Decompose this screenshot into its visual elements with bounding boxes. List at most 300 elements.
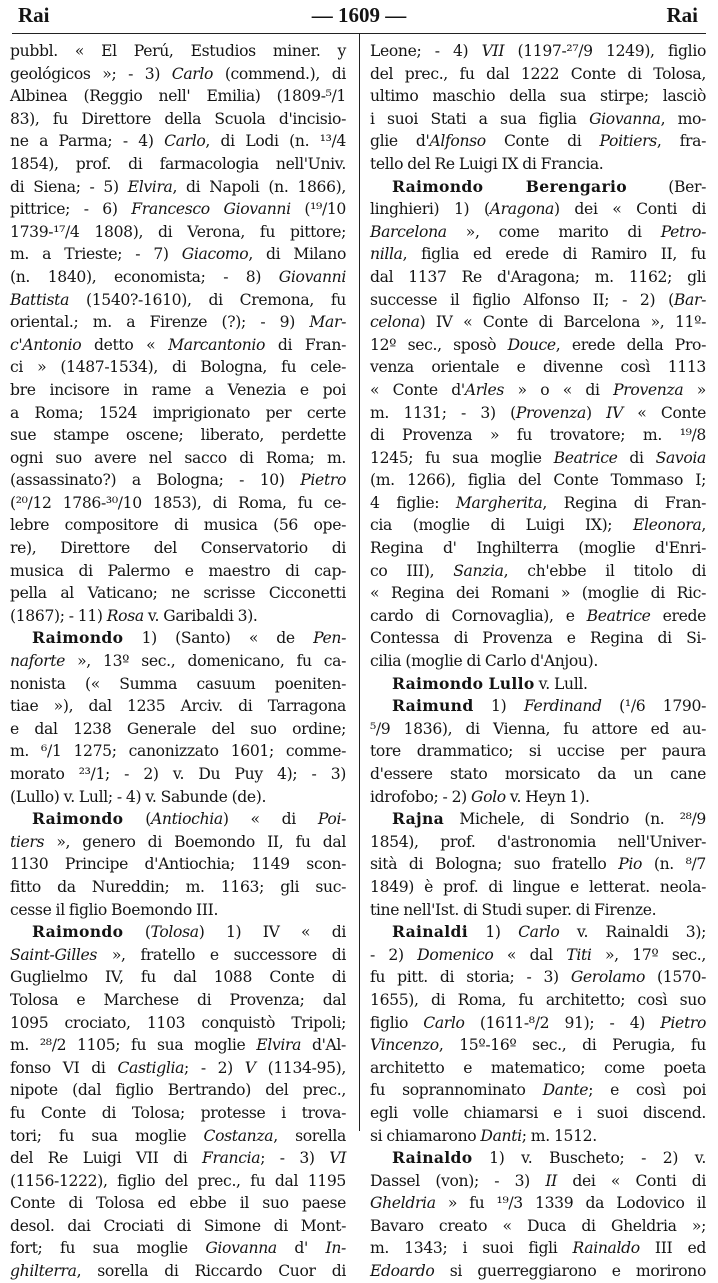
- text-run: ; m. 1512.: [521, 1126, 597, 1145]
- text-run: (Ber-: [626, 177, 706, 196]
- italic-text: Beatrice: [553, 448, 618, 467]
- text-run: (Lullo) v. Lull; - 4) v. Sabunde (de).: [10, 787, 267, 806]
- italic-text: Giacomo: [181, 245, 249, 264]
- text-run: Dassel (von); - 3): [370, 1171, 546, 1190]
- text-run: 1655), di Roma, fu architetto; così suo: [370, 990, 706, 1009]
- text-run: ,: [701, 516, 706, 535]
- text-run: « Regina dei Romani » (moglie di Ric-: [370, 584, 706, 603]
- text-run: ne a Parma; - 4): [10, 132, 165, 151]
- text-line: [10, 289, 346, 312]
- italic-text: Titi: [566, 945, 592, 964]
- text-run: Leone; - 4): [370, 42, 482, 60]
- text-line: [10, 876, 346, 899]
- text-run: sue stampe oscene; liberato, perdette: [10, 426, 346, 445]
- text-line: [10, 1034, 346, 1057]
- text-line: [370, 514, 706, 537]
- text-run: architetto e matematico; come poeta: [370, 1058, 706, 1077]
- text-line: [370, 108, 706, 131]
- text-run: cesse il figlio Boemondo III.: [10, 900, 219, 919]
- italic-text: Gheldria: [370, 1194, 436, 1213]
- italic-text: ghilterra: [10, 1262, 77, 1281]
- text-run: , di Napoli (n. 1866),: [172, 177, 346, 196]
- text-run: nipote (dal figlio Bertrando) del prec.,: [10, 1081, 346, 1100]
- text-line: [370, 808, 706, 831]
- text-run: »: [683, 380, 706, 399]
- text-line: [10, 1079, 346, 1102]
- text-line: [370, 1079, 706, 1102]
- text-run: 1095 crociato, 1103 conquistò Tripoli;: [10, 1013, 346, 1032]
- italic-text: c'Antonio: [10, 335, 82, 354]
- text-run: desol. dai Crociati di Simone di Mont-: [10, 1216, 346, 1235]
- text-line: [10, 1102, 346, 1125]
- text-run: pubbl. « El Perú, Estudios miner. y: [10, 42, 346, 60]
- italic-text: nilla: [370, 245, 403, 264]
- text-run: (1540?-1610), di Cremona, fu: [69, 290, 346, 309]
- text-run: » fu ¹⁹/3 1339 da Lodovico il: [435, 1194, 706, 1213]
- italic-text: IV: [606, 403, 623, 422]
- text-run: , fra-: [656, 132, 706, 151]
- italic-text: Mar-: [309, 313, 346, 332]
- text-run: detto «: [81, 335, 169, 354]
- text-run: d'Al-: [301, 1036, 346, 1055]
- italic-text: Vincenzo: [370, 1036, 439, 1055]
- text-line: [370, 673, 706, 696]
- text-run: i suoi Stati a sua figlia: [370, 109, 590, 128]
- text-line: [10, 740, 346, 763]
- italic-text: Pio: [618, 855, 643, 874]
- text-line: [370, 582, 706, 605]
- italic-text: Elvira: [127, 177, 173, 196]
- text-run: Conte di: [485, 132, 600, 151]
- italic-text: V: [244, 1058, 256, 1077]
- text-line: [10, 944, 346, 967]
- text-run: (¹/6 1790-: [601, 697, 706, 716]
- text-line: [370, 379, 706, 402]
- italic-text: Edoardo: [370, 1262, 435, 1281]
- text-run: , di Milano: [248, 245, 346, 264]
- italic-text: Aragona: [489, 200, 554, 219]
- text-run: musica di Palermo e maestro di cap-: [10, 561, 346, 580]
- text-line: [370, 1260, 706, 1283]
- text-line: [10, 650, 346, 673]
- italic-text: Provenza: [515, 403, 586, 422]
- italic-text: Rainaldo: [572, 1239, 640, 1258]
- text-run: 1739-¹⁷/4 1808), di Verona, fu pittore;: [10, 222, 346, 241]
- text-line: [370, 176, 706, 199]
- text-run: (1867); - 11): [10, 606, 107, 625]
- italic-text: Costanza: [203, 1126, 274, 1145]
- text-line: [10, 334, 346, 357]
- text-run: 1) v. Buscheto; - 2) v.: [472, 1149, 706, 1168]
- text-run: erede: [650, 606, 706, 625]
- text-line: [370, 853, 706, 876]
- italic-text: Sanzia: [453, 561, 504, 580]
- text-run: ; - 3): [260, 1149, 330, 1168]
- text-line: [370, 63, 706, 86]
- text-run: geológicos »; - 3): [10, 64, 172, 83]
- text-line: [10, 1237, 346, 1260]
- entry-headword: Rainaldi: [392, 922, 468, 942]
- text-run: d'essere stato morsicato da un cane: [370, 765, 706, 783]
- text-run: (commend.), di: [213, 64, 346, 83]
- text-run: », come marito di: [446, 222, 661, 241]
- text-line: [10, 63, 346, 86]
- text-line: [10, 966, 346, 989]
- italic-text: Tolosa: [150, 923, 199, 942]
- italic-text: Beatrice: [586, 606, 651, 625]
- text-line: [370, 492, 706, 515]
- text-run: Bavaro creato « Duca di Gheldria »;: [370, 1216, 706, 1235]
- text-run: cilia (moglie di Carlo d'Anjou).: [370, 652, 598, 671]
- text-line: [10, 718, 346, 741]
- text-run: », 13º sec., domenicano, fu ca-: [65, 652, 346, 671]
- text-run: cia (moglie di Luigi IX);: [370, 516, 634, 535]
- text-line: [10, 447, 346, 470]
- italic-text: Giovanna: [589, 109, 661, 128]
- italic-text: Dante: [542, 1081, 589, 1100]
- text-run: (n. ⁸/7: [642, 855, 707, 874]
- text-line: [10, 673, 346, 696]
- text-run: « dal: [493, 945, 567, 964]
- text-run: ): [585, 403, 607, 422]
- text-run: ) « di: [222, 810, 318, 829]
- text-run: (m. 1266), figlia del Conte Tommaso I;: [370, 471, 706, 490]
- italic-text: Francesco Giovanni: [131, 200, 291, 219]
- text-run: del Re Luigi VII di: [10, 1149, 203, 1168]
- italic-text: Poitiers: [599, 132, 657, 151]
- text-run: (1197-²⁷/9 1249), figlio: [504, 42, 706, 60]
- text-line: [10, 198, 346, 221]
- text-run: (: [123, 810, 151, 829]
- text-run: 1): [473, 697, 524, 716]
- text-run: v. Garibaldi 3).: [143, 606, 258, 625]
- italic-text: Giovanna: [205, 1239, 277, 1258]
- text-run: ; e così poi: [588, 1081, 706, 1100]
- text-run: m. a Trieste; - 7): [10, 245, 182, 264]
- entry-headword: Raimondo: [32, 809, 124, 829]
- entry-headword: Raimondo Lullo: [392, 673, 535, 693]
- text-run: m. ²⁸/2 1105; fu sua moglie: [10, 1036, 257, 1055]
- entry-headword: Rainaldo: [392, 1148, 473, 1168]
- italic-text: Castiglia: [117, 1058, 185, 1077]
- text-run: ) 1) IV « di: [198, 923, 346, 942]
- text-run: 1854), prof. di farmacologia nell'Univ.: [10, 154, 346, 173]
- italic-text: Poi-: [317, 810, 346, 829]
- text-line: [10, 1170, 346, 1193]
- text-run: v. Heyn 1).: [505, 787, 590, 806]
- column-separator: [359, 34, 360, 1131]
- text-line: [10, 763, 346, 786]
- italic-text: Rosa: [106, 606, 144, 625]
- text-run: (assassinato?) a Bologna; - 10): [10, 471, 301, 490]
- text-run: III ed: [639, 1239, 706, 1258]
- text-line: [370, 1170, 706, 1193]
- text-run: Regina d' Inghilterra (moglie d'Enri-: [370, 539, 706, 558]
- italic-text: Danti: [480, 1126, 522, 1145]
- entry-headword: Raimund: [392, 696, 474, 716]
- text-run: fort; fu sua moglie: [10, 1239, 206, 1258]
- text-run: di Fran-: [265, 335, 346, 354]
- text-line: [10, 356, 346, 379]
- text-run: nonista (« Summa casuum poeniten-: [10, 674, 346, 693]
- text-line: [370, 1147, 706, 1170]
- text-line: [370, 966, 706, 989]
- text-line: [10, 605, 346, 628]
- text-line: [10, 853, 346, 876]
- text-run: fonso VI di: [10, 1058, 118, 1077]
- italic-text: Golo: [471, 787, 506, 806]
- page-number: — 1609 —: [311, 3, 407, 27]
- text-run: , mo-: [660, 109, 707, 128]
- text-line: [370, 266, 706, 289]
- text-line: [10, 1125, 346, 1148]
- text-line: [370, 1034, 706, 1057]
- text-run: 1245; fu sua moglie: [370, 448, 554, 467]
- italic-text: Ferdinand: [523, 697, 602, 716]
- text-line: [10, 695, 346, 718]
- text-run: morato ²³/1; - 2) v. Du Puy 4); - 3): [10, 765, 346, 783]
- text-line: [370, 243, 706, 266]
- text-line: [370, 289, 706, 312]
- text-run: fu soprannominato: [370, 1081, 543, 1100]
- text-line: [370, 311, 706, 334]
- text-line: [370, 718, 706, 741]
- text-run: 83), fu Direttore della Scuola d'incisio-: [10, 109, 346, 128]
- text-run: , figlia ed erede di Ramiro II, fu: [402, 245, 706, 264]
- text-line: [10, 424, 346, 447]
- text-run: re), Direttore del Conservatorio di: [10, 539, 346, 558]
- text-line: [370, 334, 706, 357]
- text-run: 12º sec., sposò: [370, 335, 508, 354]
- text-run: (: [123, 923, 151, 942]
- italic-text: Margherita: [455, 493, 543, 512]
- text-run: , erede della Pro-: [555, 335, 707, 354]
- text-run: , ch'ebbe il titolo di: [503, 561, 707, 580]
- italic-text: Pietro: [300, 471, 346, 490]
- text-run: « Conte: [622, 403, 706, 422]
- text-run: (1570-: [645, 968, 706, 987]
- text-line: [10, 582, 346, 605]
- text-line: [370, 831, 706, 854]
- text-line: [10, 221, 346, 244]
- text-line: [10, 153, 346, 176]
- text-run: venza orientale e divenne così 1113: [370, 358, 706, 377]
- text-line: [10, 243, 346, 266]
- italic-text: Carlo: [164, 132, 206, 151]
- text-line: [370, 198, 706, 221]
- italic-text: Barcelona: [370, 222, 447, 241]
- italic-text: Saint-Gilles: [10, 945, 97, 964]
- text-run: sità di Bologna; suo fratello: [370, 855, 619, 874]
- italic-text: Gerolamo: [570, 968, 645, 987]
- text-line: [370, 85, 706, 108]
- text-run: a Roma; 1524 imprigionato per certe: [10, 403, 346, 422]
- text-line: [10, 831, 346, 854]
- page-header: [0, 0, 718, 30]
- text-run: 1130 Principe d'Antiochia; 1149 scon-: [10, 855, 346, 874]
- text-line: [10, 1012, 346, 1035]
- italic-text: VII: [481, 42, 505, 60]
- entry-headword: Raimondo Berengario: [392, 176, 627, 196]
- text-line: [370, 921, 706, 944]
- text-line: [370, 944, 706, 967]
- text-line: [370, 1237, 706, 1260]
- text-line: [370, 356, 706, 379]
- text-run: tello del Re Luigi IX di Francia.: [370, 154, 604, 173]
- left-column: [10, 40, 346, 1283]
- italic-text: Carlo: [518, 923, 560, 942]
- text-run: di Siena; - 5): [10, 177, 128, 196]
- text-run: cardo di Cornovaglia), e: [370, 606, 587, 625]
- text-line: [370, 1012, 706, 1035]
- text-run: (n. 1840), economista; - 8): [10, 267, 279, 286]
- italic-text: Bar-: [673, 290, 706, 309]
- text-line: [370, 424, 706, 447]
- text-line: [10, 989, 346, 1012]
- text-run: figlio: [370, 1013, 424, 1032]
- text-line: [10, 402, 346, 425]
- text-run: fu pitt. di storia; - 3): [370, 968, 571, 987]
- italic-text: Petro-: [660, 222, 706, 241]
- text-line: [10, 1215, 346, 1238]
- text-run: pittrice; - 6): [10, 200, 132, 219]
- text-run: fitto da Nureddin; m. 1163; gli suc-: [10, 877, 346, 896]
- italic-text: Marcantonio: [168, 335, 266, 354]
- text-line: [370, 763, 706, 786]
- text-run: v. Rainaldi 3);: [559, 923, 706, 942]
- text-run: 4 figlie:: [370, 493, 456, 512]
- text-line: [10, 786, 346, 809]
- text-line: [370, 1125, 706, 1148]
- text-run: « Conte d': [370, 380, 465, 399]
- text-run: linghieri) 1) (: [370, 200, 490, 219]
- text-line: [10, 1192, 346, 1215]
- text-run: egli volle chiamarsi e i suoi discend.: [370, 1103, 706, 1122]
- text-run: v. Lull.: [534, 674, 588, 693]
- text-run: successe il figlio Alfonso II; - 2) (: [370, 290, 674, 309]
- text-run: », genero di Boemondo II, fu dal: [44, 832, 346, 851]
- text-run: di Provenza » fu trovatore; m. ¹⁹/8: [370, 426, 706, 445]
- text-line: [10, 492, 346, 515]
- text-run: 1): [467, 923, 519, 942]
- text-line: [10, 40, 346, 63]
- text-run: ; - 2): [184, 1058, 245, 1077]
- text-line: [10, 808, 346, 831]
- text-run: , di Lodi (n. ¹³/4: [205, 132, 346, 151]
- italic-text: Carlo: [423, 1013, 465, 1032]
- text-line: [370, 740, 706, 763]
- italic-text: Giovanni: [278, 267, 346, 286]
- text-line: [370, 469, 706, 492]
- text-run: fu Conte di Tolosa; protesse i trova-: [10, 1103, 346, 1122]
- italic-text: Francia: [202, 1149, 261, 1168]
- text-run: Tolosa e Marchese di Provenza; dal: [10, 990, 346, 1009]
- text-line: [10, 266, 346, 289]
- text-line: [370, 537, 706, 560]
- italic-text: tiers: [10, 832, 45, 851]
- text-run: », fratello e successore di: [97, 945, 346, 964]
- italic-text: VI: [329, 1149, 347, 1168]
- entry-headword: Raimondo: [32, 628, 124, 648]
- entry-headword: Raimondo: [32, 922, 124, 942]
- text-run: Guglielmo IV, fu dal 1088 Conte di: [10, 968, 346, 987]
- text-line: [10, 1057, 346, 1080]
- text-line: [370, 650, 706, 673]
- text-line: [370, 605, 706, 628]
- text-line: [10, 537, 346, 560]
- text-line: [370, 1057, 706, 1080]
- text-run: Conte di Tolosa ed ebbe il suo paese: [10, 1194, 346, 1213]
- text-run: » o « di: [504, 380, 614, 399]
- italic-text: Alfonso: [429, 132, 486, 151]
- italic-text: Antiochia: [150, 810, 223, 829]
- text-run: Contessa di Provenza e Regina di Si-: [370, 629, 706, 648]
- text-line: [370, 130, 706, 153]
- text-line: [370, 786, 706, 809]
- entry-headword: Rajna: [392, 809, 445, 829]
- text-run: (1611-⁸/2 91); - 4): [464, 1013, 661, 1032]
- text-run: glie d': [370, 132, 430, 151]
- text-run: ) IV « Conte di Barcelona », 11º-: [419, 313, 706, 332]
- text-run: m. ⁶/1 1275; canonizzato 1601; comme-: [10, 742, 346, 761]
- text-run: (1156-1222), figlio del prec., fu dal 1195: [10, 1171, 346, 1190]
- header-right-catchword: Rai: [666, 3, 698, 27]
- text-line: [10, 514, 346, 537]
- text-run: m. 1343; i suoi figli: [370, 1239, 573, 1258]
- italic-text: Pietro: [660, 1013, 706, 1032]
- text-run: d': [276, 1239, 326, 1258]
- text-line: [10, 1147, 346, 1170]
- text-run: tiae »), dal 1235 Arciv. di Tarragona: [10, 697, 346, 716]
- text-line: [370, 153, 706, 176]
- text-line: [370, 627, 706, 650]
- text-run: bre incisore in rame a Venezia e poi: [10, 380, 346, 399]
- italic-text: Pen-: [313, 629, 346, 648]
- text-run: , 15º-16º sec., di Perugia, fu: [438, 1036, 706, 1055]
- italic-text: Carlo: [171, 64, 214, 83]
- text-line: [10, 469, 346, 492]
- text-line: [10, 921, 346, 944]
- text-line: [370, 1215, 706, 1238]
- text-line: [10, 379, 346, 402]
- italic-text: celona: [370, 313, 420, 332]
- text-run: », 17º sec.,: [591, 945, 706, 964]
- text-run: lebre compositore di musica (56 ope-: [10, 516, 346, 535]
- text-run: Michele, di Sondrio (n. ²⁸/9: [444, 810, 706, 829]
- italic-text: Eleonora: [633, 516, 702, 535]
- text-run: del prec., fu dal 1222 Conte di Tolosa,: [370, 64, 706, 83]
- text-line: [370, 560, 706, 583]
- text-run: , sorella: [273, 1126, 347, 1145]
- text-run: Albinea (Reggio nell' Emilia) (1809-⁵/1: [10, 87, 346, 106]
- text-run: (¹⁹/10: [290, 200, 346, 219]
- header-left-catchword: Rai: [18, 3, 50, 27]
- text-line: [370, 1102, 706, 1125]
- italic-text: Douce: [507, 335, 556, 354]
- text-run: , Regina di Fran-: [542, 493, 706, 512]
- italic-text: II: [545, 1171, 557, 1190]
- italic-text: Battista: [10, 290, 70, 309]
- text-run: si chiamarono: [370, 1126, 481, 1145]
- italic-text: naforte: [10, 652, 65, 671]
- italic-text: Domenico: [417, 945, 494, 964]
- text-line: [10, 627, 346, 650]
- text-run: tore drammatico; si uccise per paura: [370, 742, 706, 761]
- text-run: si guerreggiarono e morirono: [434, 1262, 706, 1281]
- text-run: e dal 1238 Generale del suo ordine;: [10, 719, 346, 738]
- text-run: ogni suo avere nel sacco di Roma; m.: [10, 448, 346, 467]
- text-run: dal 1137 Re d'Aragona; m. 1162; gli: [370, 267, 706, 286]
